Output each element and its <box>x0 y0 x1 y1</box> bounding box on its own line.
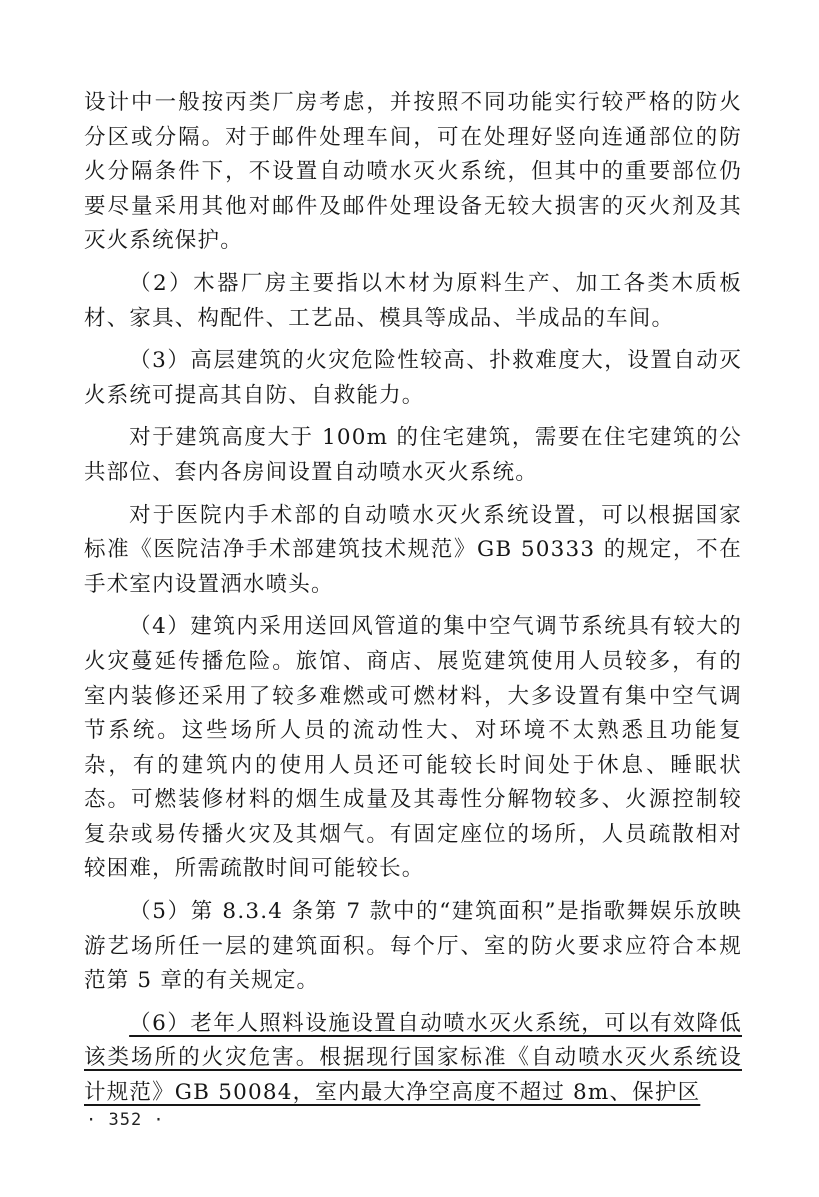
paragraph-residential-100m: 对于建筑高度大于 100m 的住宅建筑，需要在住宅建筑的公共部位、套内各房间设置自动喷水灭火系统。 <box>84 425 742 485</box>
paragraph-item-6 <box>84 1007 742 1111</box>
paragraph-continuation: 设计中一般按丙类厂房考虑，并按照不同功能实行较严格的防火分区或分隔。对于邮件处理车间，可在处理好竖向连通部位的防火分隔条件下，不设置自动喷水灭火系统，但其中的重要部位仍要尽量采用其他对邮件及邮件处理设备无较大损害的灭火剂及其灭火系统保护。 <box>84 90 742 254</box>
underlined-text: （6）老年人照料设施设置自动喷水灭火系统，可以有效降低该类场所的火灾危害。根据现行国家标准《自动喷水灭火系统设计规范》GB 50084，室内最大净空高度不超过 8m、保护区 <box>84 1010 742 1106</box>
page-number: · 352 · <box>86 1110 165 1130</box>
paragraph-item-4: （4）建筑内采用送回风管道的集中空气调节系统具有较大的火灾蔓延传播危险。旅馆、商店、展览建筑使用人员较多，有的室内装修还采用了较多难燃或可燃材料，大多设置有集中空气调节系统。这些场所人员的流动性大、对环境不太熟悉且功能复杂，有的建筑内的使用人员还可能较长时间处于休息、睡眠状态。可燃装修材料的烟生成量及其毒性分解物较多、火源控制较复杂或易传播火灾及其烟气。有固定座位的场所，人员疏散相对较困难，所需疏散时间可能较长。 <box>84 614 742 882</box>
paragraph-item-3: （3）高层建筑的火灾危险性较高、扑救难度大，设置自动灭火系统可提高其自防、自救能力。 <box>84 348 742 408</box>
paragraph-item-5: （5）第 8.3.4 条第 7 款中的“建筑面积”是指歌舞娱乐放映游艺场所任一层的建筑面积。每个厅、室的防火要求应符合本规范第 5 章的有关规定。 <box>84 899 742 994</box>
document-body <box>84 86 742 1119</box>
paragraph-hospital-surgery: 对于医院内手术部的自动喷水灭火系统设置，可以根据国家标准《医院洁净手术部建筑技术规范》GB 50333 的规定，不在手术室内设置洒水喷头。 <box>84 502 742 597</box>
paragraph-item-2: （2）木器厂房主要指以木材为原料生产、加工各类木质板材、家具、构配件、工艺品、模具等成品、半成品的车间。 <box>84 270 742 331</box>
